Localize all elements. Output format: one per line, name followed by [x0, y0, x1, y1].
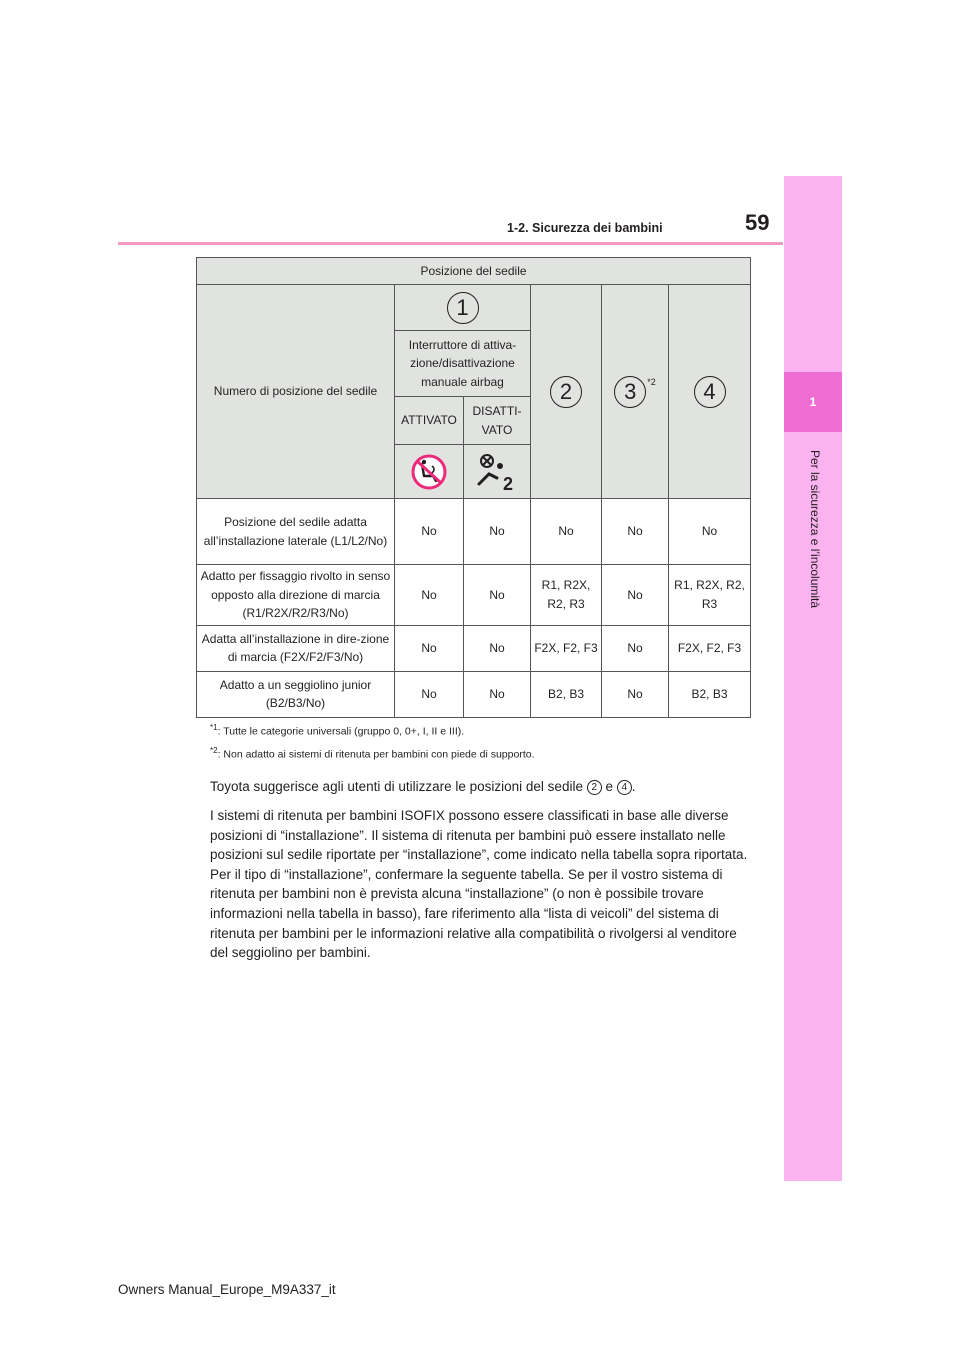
table-cell: No	[602, 565, 669, 626]
table-cell: No	[602, 625, 669, 671]
seat-compatibility-table	[196, 257, 751, 718]
table-cell: No	[395, 671, 464, 717]
table-cell: No	[464, 625, 531, 671]
switch-on-label: ATTIVATO	[395, 397, 464, 445]
seat-4-header	[669, 285, 751, 499]
table-row	[197, 565, 751, 626]
switch-on-icon-cell	[395, 445, 464, 499]
table-cell: No	[669, 499, 751, 565]
table-cell: No	[395, 565, 464, 626]
row-label-header: Numero di posizione del sedile	[197, 285, 395, 499]
recommendation-conj: e	[601, 779, 617, 794]
recommendation-end: .	[631, 779, 636, 794]
airbag-switch-label: Interruttore di attiva-zione/disattivazione manuale airbag	[395, 331, 531, 397]
row-label: Adatta all’installazione in dire-zione di marcia (F2X/F2/F3/No)	[197, 625, 395, 671]
row-label: Posizione del sedile adatta all’installazione laterale (L1/L2/No)	[197, 499, 395, 565]
seat-3-note: *2	[647, 376, 656, 387]
footnote-mark: *1	[210, 723, 218, 732]
table-cell: No	[464, 565, 531, 626]
chapter-title: Per la sicurezza e l’incolumità	[808, 450, 822, 609]
recommendation-lead: Toyota suggerisce agli utenti di utilizzare le posizioni del sedile	[210, 779, 587, 794]
table-cell: F2X, F2, F3	[669, 625, 751, 671]
table-cell: No	[602, 671, 669, 717]
seat-number-3: 3	[614, 376, 646, 408]
table-cell: No	[602, 499, 669, 565]
seat-ref-2: 2	[587, 780, 602, 795]
table-cell: F2X, F2, F3	[531, 625, 602, 671]
table-title: Posizione del sedile	[197, 258, 751, 285]
row-label: Adatto per fissaggio rivolto in senso opposto alla direzione di marcia (R1/R2X/R2/R3/No)	[197, 565, 395, 626]
recommendation-text	[210, 777, 750, 797]
isofix-paragraph: I sistemi di ritenuta per bambini ISOFIX possono essere classificati in base alle diverse posizioni di “installazione”. Il sistema di ritenuta per bambini può essere installato nelle posizioni sul sedile riportate per “installazione”, come indicato nella tabella sopra riportata. Per il tipo di “installazione”, confermare la seguente tabella. Se per il vostro sistema di ritenuta per bambini non è prevista alcuna “installazione” (o non è possibile trovare informazioni nella tabella in basso), fare riferimento alla “lista di veicoli” del sistema di ritenuta per bambini per le informazioni relative alla compatibilità o rivolgersi al venditore del seggiolino per bambini.	[210, 808, 748, 961]
table-cell: R1, R2X, R2, R3	[669, 565, 751, 626]
table-row	[197, 499, 751, 565]
footnote-mark: *2	[210, 746, 218, 755]
seat-1-header	[395, 285, 531, 331]
footnote-text: : Tutte le categorie universali (gruppo 0, 0+, I, II e III).	[217, 725, 465, 738]
seat-ref-4: 4	[617, 780, 632, 795]
switch-off-label: DISATTI-VATO	[464, 397, 531, 445]
table-cell: R1, R2X, R2, R3	[531, 565, 602, 626]
header-rule	[118, 242, 783, 245]
table-cell: No	[531, 499, 602, 565]
switch-off-icon-cell	[464, 445, 531, 499]
table-row	[197, 671, 751, 717]
table-cell: No	[395, 625, 464, 671]
footnote-2	[210, 746, 535, 761]
seat-number-2: 2	[550, 376, 582, 408]
table-row	[197, 625, 751, 671]
table-cell: B2, B3	[669, 671, 751, 717]
chapter-side-tab	[784, 176, 842, 1181]
table-cell: No	[395, 499, 464, 565]
svg-text:2: 2	[503, 473, 514, 492]
seat-number-1: 1	[447, 292, 479, 324]
airbag-off-icon	[475, 452, 519, 492]
table-cell: No	[464, 671, 531, 717]
section-title: 1-2. Sicurezza dei bambini	[507, 221, 663, 235]
chapter-number: 1	[784, 372, 842, 432]
table-cell: No	[464, 499, 531, 565]
airbag-on-icon	[411, 454, 447, 490]
seat-2-header	[531, 285, 602, 499]
footnote-1	[210, 723, 464, 738]
page-number: 59	[745, 210, 770, 235]
seat-number-4: 4	[694, 376, 726, 408]
seat-3-header	[602, 285, 669, 499]
footnote-text: : Non adatto ai sistemi di ritenuta per bambini con piede di supporto.	[217, 748, 535, 761]
row-label: Adatto a un seggiolino junior (B2/B3/No)	[197, 671, 395, 717]
page-footer: Owners Manual_Europe_M9A337_it	[118, 1282, 336, 1297]
table-cell: B2, B3	[531, 671, 602, 717]
